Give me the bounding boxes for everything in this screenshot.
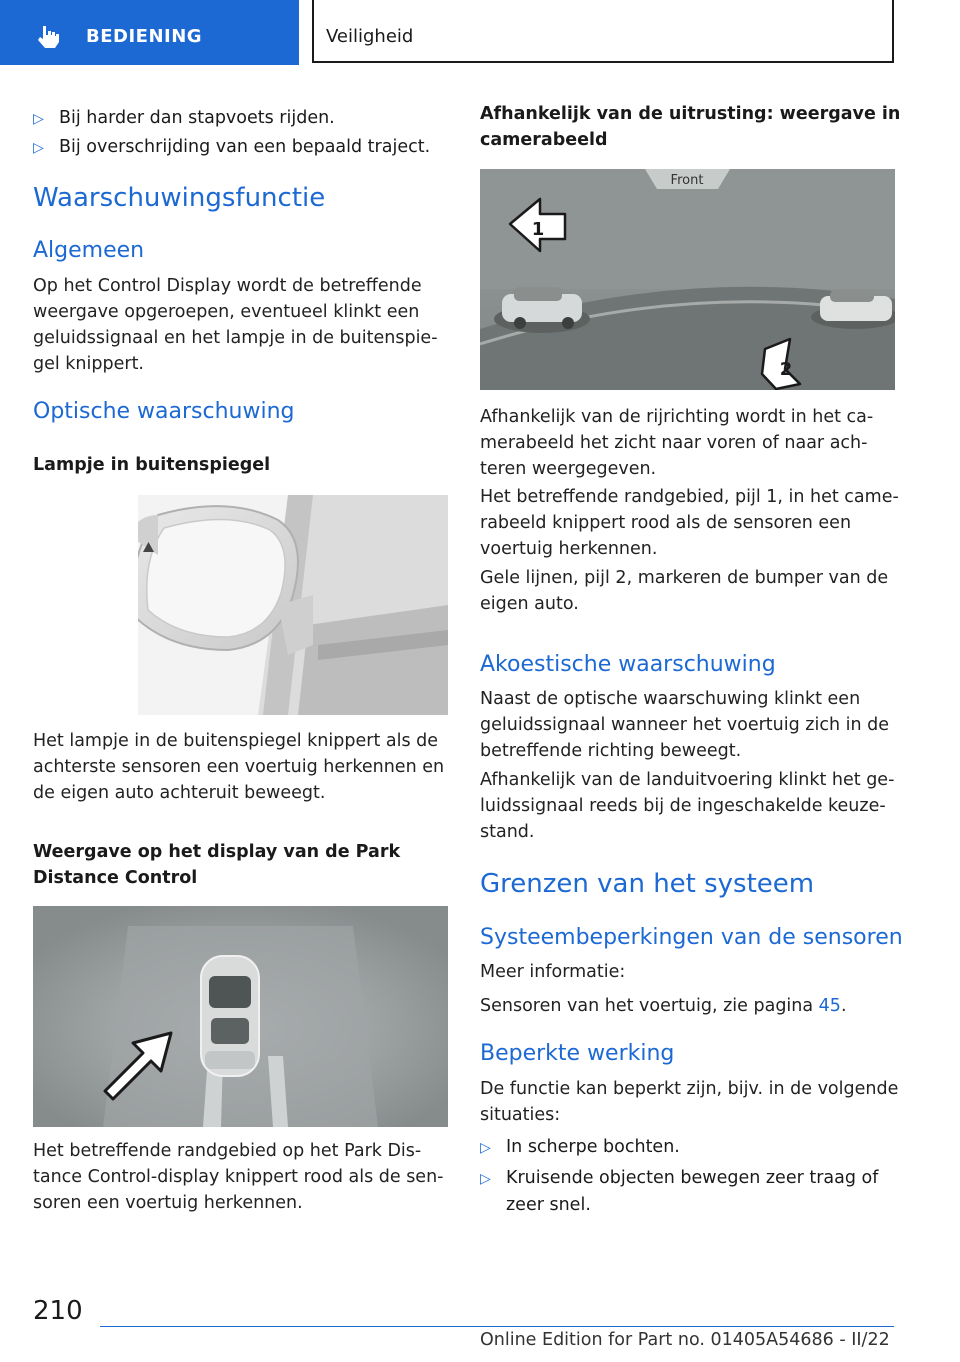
heading-limited-function: Beperkte werking [480, 1041, 675, 1066]
page-link-45[interactable]: 45 [818, 996, 841, 1016]
heading-acoustic-warning: Akoestische waarschuwing [480, 652, 776, 677]
camera-text-2: Het betreffende randgebied, pijl 1, in het came- rabeeld knippert rood als de sensoren een voertuig herkennen. [480, 487, 899, 559]
footer-edition: Online Edition for Part no. 01405A54686 - II/22 [480, 1330, 890, 1350]
section-label: BEDIENING [86, 26, 203, 47]
bullet-triangle-icon: ▷ [480, 1171, 491, 1187]
bullet-triangle-icon: ▷ [480, 1140, 491, 1156]
section-tab [0, 0, 299, 65]
heading-pdc-display: Weergave op het display van de Park Distance Control [33, 842, 401, 888]
heading-system-limits: Grenzen van het systeem [480, 869, 815, 899]
bullet-triangle-icon: ▷ [33, 140, 44, 156]
acoustic-text-1: Naast de optische waarschuwing klinkt een geluidssignaal wanneer het voertuig zich in de betreffende richting beweegt. [480, 689, 889, 761]
list-item: ▷ Bij overschrijding van een bepaald traject. [33, 134, 430, 161]
footer-divider [100, 1326, 894, 1327]
pdc-figure [33, 906, 448, 1127]
camera-text-1: Afhankelijk van de rijrichting wordt in het ca- merabeeld het zicht naar voren of naar ach- teren weergegeven. [480, 407, 874, 479]
acoustic-text-2: Afhankelijk van de landuitvoering klinkt het ge- luidssignaal reeds bij de ingeschakelde keuze- stand. [480, 770, 895, 842]
camera-front-label: Front [670, 173, 704, 188]
arrow-label-2: 2 [779, 359, 793, 380]
more-info-text: Meer informatie: [480, 962, 626, 982]
chapter-box [312, 0, 894, 63]
list-item: ▷ Kruisende objecten bewegen zeer traag of zeer snel. [480, 1168, 879, 1215]
camera-text-3: Gele lijnen, pijl 2, markeren de bumper van de eigen auto. [480, 568, 889, 614]
pdc-text: Het betreffende randgebied op het Park Dis- tance Control-display knippert rood als de sen- soren een voertuig herkennen. [33, 1141, 444, 1213]
arrow-label-1: 1 [531, 219, 545, 240]
general-text: Op het Control Display wordt de betreffende weergave opgeroepen, eventueel klinkt een geluidssignaal en het lampje in de buitenspie- gel knippert. [33, 276, 438, 374]
lamp-text: Het lampje in de buitenspiegel knippert als de achterste sensoren een voertuig herkennen en de eigen auto achteruit beweegt. [33, 731, 445, 803]
heading-camera-view: Afhankelijk van de uitrusting: weergave in camerabeeld [480, 104, 901, 150]
heading-sensor-limits: Systeembeperkingen van de sensoren [480, 925, 903, 950]
heading-general: Algemeen [33, 238, 145, 263]
heading-optical-warning: Optische waarschuwing [33, 399, 295, 424]
heading-lamp-mirror: Lampje in buitenspiegel [33, 455, 271, 475]
hand-pointer-icon [34, 22, 62, 50]
camera-figure [480, 169, 895, 390]
chapter-label: Veiligheid [326, 26, 414, 47]
bullet-triangle-icon: ▷ [33, 111, 44, 127]
heading-warning-function: Waarschuwingsfunctie [33, 183, 326, 213]
sensors-reference: Sensoren van het voertuig, zie pagina 45. [480, 996, 847, 1016]
page-number: 210 [33, 1296, 83, 1326]
list-item: ▷ Bij harder dan stapvoets rijden. [33, 105, 335, 132]
limited-text: De functie kan beperkt zijn, bijv. in de volgende situaties: [480, 1079, 899, 1125]
list-item: ▷ In scherpe bochten. [480, 1134, 680, 1161]
mirror-figure [138, 495, 448, 715]
